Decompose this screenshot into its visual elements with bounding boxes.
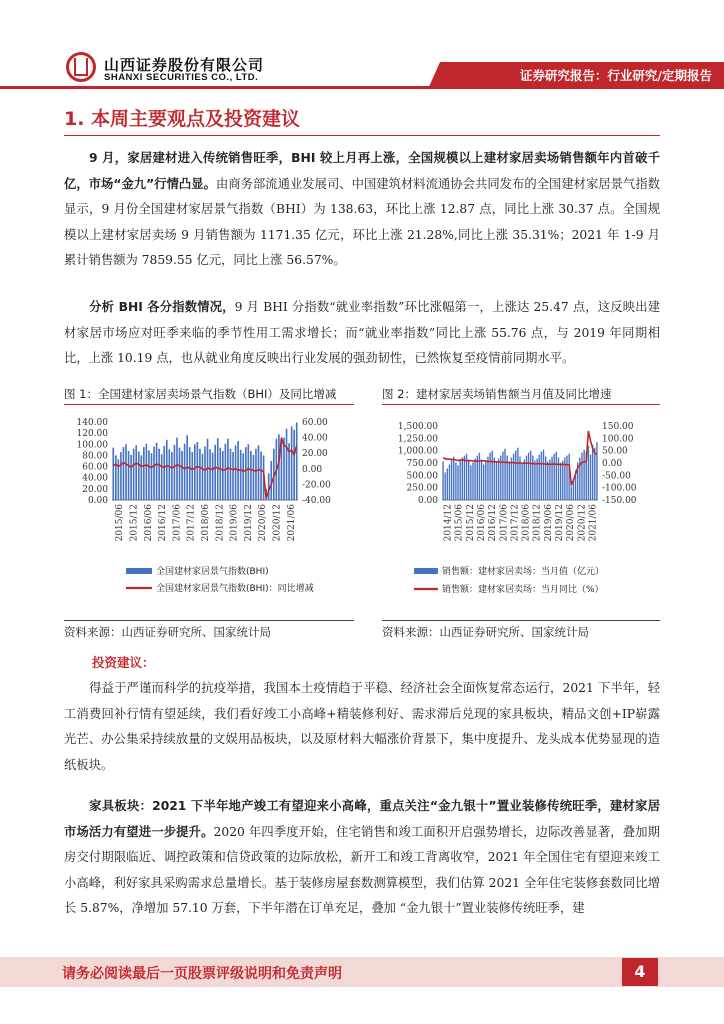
c2-bar [521,463,522,500]
c2-bar [470,465,471,500]
c1-bar [143,447,145,500]
c1-bar [227,439,229,500]
figure1-title-rule [64,404,354,405]
c2-bar [526,456,527,500]
c1-bar [248,444,250,500]
figure1-title: 图 1：全国建材家居卖场景气指数（BHI）及同比增减 [64,387,337,401]
c1-bar [253,455,255,500]
c2-x-tick-label: 2018/06 [521,504,532,542]
paragraph-furniture-body: 2020 年四季度开始，住宅销售和竣工面积开启强势增长，边际改善显著，叠加期房交付期限临近、调控政策和信贷政策的边际放松，新开工和竣工背离收窄，2021 年全国住宅有望迎来竣工小高峰，利好家具采购需求总量增长。基于装修房屋套数测算模型，我们估算 2021 全年住宅装修套数同比增长 5.87%，净增加 57.10 万套，下半年潜在订单充足，叠加 “金九银十”置业装修传统旺季，建 [64,824,660,915]
c2-right-tick-label: -150.00 [602,496,637,506]
c1-x-tick-label: 2016/12 [158,504,169,542]
c2-bar [485,461,486,500]
c2-bar [459,461,460,500]
chart2-sales [382,408,662,618]
c2-bar [453,457,454,500]
c1-right-tick-label: 40.00 [302,433,328,444]
figure2-title: 图 2：建材家居卖场销售额当月值及同比增速 [382,387,612,401]
c1-bar [222,451,224,500]
c2-bar [494,458,495,500]
c2-left-tick-label: 0.00 [417,496,438,506]
c2-bar [536,459,537,500]
c1-x-tick-label: 2018/12 [215,504,226,542]
paragraph-subindex-body: 9 月 BHI 分指数“就业率指数”环比涨幅第一，上涨达 25.47 点，这反映出建材家居市场应对旺季来临的季节性用工需求增长；而“就业率指数”同比上涨 55.76 点，与 2019 年同期相比，上涨 10.19 点，也从就业角度反映出行业发展的强劲韧性，已然恢复至疫情前同期水平。 [64,300,660,365]
c2-x-tick-label: 2015/06 [454,504,465,542]
c1-bar [174,445,176,500]
company-name-en: SHANXI SECURITIES CO., LTD. [104,72,259,83]
c2-x-tick-label: 2020/12 [577,504,588,542]
c2-x-tick-label: 2016/12 [488,504,499,542]
c1-x-tick-label: 2016/06 [143,504,154,542]
c1-bar [135,445,137,500]
c2-bar [583,450,584,500]
c1-left-tick-label: 100.00 [76,440,108,451]
c2-bar [442,462,443,500]
c2-x-tick-label: 2020/06 [566,504,577,542]
c1-x-tick-label: 2018/06 [201,504,211,542]
c1-bar [235,445,237,500]
c2-bar [479,453,480,500]
paragraph-subindex-lead: 分析 BHI 各分指数情况， [89,300,235,314]
c1-left-tick-label: 120.00 [76,429,108,440]
c2-bar [556,452,557,500]
c1-bar [140,455,142,500]
c2-bar [515,451,516,500]
c1-bar [258,445,260,500]
footer-disclaimer: 请务必阅读最后一页股票评级说明和免责声明 [62,966,342,982]
c1-x-tick-label: 2019/06 [229,504,240,542]
c1-bar [225,444,227,500]
c1-left-tick-label: 0.00 [87,496,108,506]
c2-bar [530,451,531,500]
c1-x-tick-label: 2017/06 [172,504,183,542]
c2-left-tick-label: 1,250.00 [397,434,438,445]
c1-bar [245,447,247,500]
c2-bar [464,456,465,500]
c2-x-tick-label: 2019/06 [543,504,554,542]
c1-bar [148,450,150,500]
chart1-legend-bar-swatch [126,568,152,574]
c1-bar [242,453,244,500]
c2-bar [449,464,450,500]
c1-right-tick-label: 0.00 [302,464,323,475]
c2-x-tick-label: 2018/12 [532,504,543,542]
chart1-legend-bar-label: 全国建材家居景气指数(BHI) [156,567,269,577]
paragraph-investment-advice-body: 得益于严谨而科学的抗疫举措，我国本土疫情趋于平稳、经济社会全面恢复常态运行，2021 下半年，轻工消费回补行情有望延续，我们看好竣工小高峰+精装修利好、需求滞后兑现的家具板块，精品文创+IP崭露光芒、办公集采持续放量的文娱用品板块，以及原材料大幅涨价背景下，集中度提升、龙头成本优势显现的造纸板块。 [64,681,660,772]
paragraph-subindex-analysis [64,295,660,372]
c1-bar [291,426,293,500]
figure2-bottom-rule [382,620,660,621]
chart2-legend-bar-label: 销售额：建材家居卖场：当月值（亿元） [442,567,605,577]
section-title-underline [64,135,660,136]
c1-bar [232,452,234,500]
chart1-bhi [64,408,356,618]
c1-bar [115,455,117,500]
c1-bar [202,454,204,500]
c1-bar [153,447,155,500]
c2-bar [568,454,569,500]
c1-x-tick-label: 2020/12 [272,504,283,542]
c2-bar [513,454,514,500]
c2-bar [534,461,535,500]
paragraph-investment-advice [64,676,660,778]
c1-bar [240,450,242,500]
c2-left-tick-label: 500.00 [406,471,438,482]
c2-bar [492,451,493,500]
c1-left-tick-label: 40.00 [82,473,108,484]
paragraph-bhi-summary-lead: 9 月，家居建材进入传统销售旺季，BHI 较上月再上涨，全国规模以上建材家居卖场销售额年内首破千亿，市场“金九”行情凸显。 [64,151,660,191]
c1-bar [283,438,285,500]
c1-right-tick-label: 20.00 [302,449,328,460]
c1-bar [171,452,173,500]
c2-bar [581,453,582,500]
c2-right-tick-label: 0.00 [602,459,623,469]
c1-bar [133,449,135,500]
c1-left-tick-label: 80.00 [82,451,108,462]
c1-bar [255,449,257,500]
c1-x-tick-label: 2015/06 [115,504,126,542]
c1-bar [296,423,298,500]
figure2-title-rule [382,404,660,405]
c1-bar [212,453,214,500]
c2-bar [532,456,533,500]
c1-bar [138,452,140,500]
c2-bar [462,458,463,500]
c1-bar [158,449,160,500]
chart2-bars [442,442,597,500]
c2-bar [504,449,505,500]
c2-x-tick-label: 2016/06 [477,504,487,542]
c2-bar [509,462,510,500]
c2-left-tick-label: 1,000.00 [397,446,438,457]
c2-bar [496,463,497,500]
c2-bar [566,456,567,500]
c1-bar [268,473,270,500]
c2-right-tick-label: -100.00 [602,483,637,494]
c2-bar [455,463,456,500]
c2-bar [549,460,550,500]
c2-bar [571,487,572,500]
chart2-left-ticks [398,422,438,506]
c2-bar [487,457,488,500]
c2-bar [594,448,595,500]
c1-bar [169,449,171,500]
c2-right-tick-label: -50.00 [602,471,631,482]
c1-bar [260,452,262,500]
investment-advice-heading: 投资建议： [92,655,155,670]
c1-bar [120,452,122,500]
c2-bar [477,456,478,500]
c1-bar [199,449,201,500]
chart1-legend-line-label: 全国建材家居景气指数(BHI)：同比增减 [156,584,314,594]
c1-bar [163,446,165,500]
c1-x-tick-label: 2017/12 [186,504,197,542]
c2-x-tick-label: 2015/12 [465,504,476,542]
c1-bar [219,448,221,500]
c1-left-tick-label: 60.00 [82,462,108,473]
c2-bar [474,459,475,500]
chart2-x-ticks [444,504,599,542]
c1-x-tick-label: 2021/06 [286,504,297,542]
c2-bar [502,452,503,500]
c1-bar [189,447,191,500]
chart2-legend-line-label: 销售额：建材家居卖场：当月同比（%） [442,585,604,595]
c1-right-tick-label: 60.00 [302,418,328,428]
c1-bar [161,454,163,500]
c2-bar [498,459,499,500]
c2-bar [560,463,561,500]
c1-bar [112,448,114,500]
c1-bar [214,445,216,500]
c2-bar [511,458,512,500]
c1-bar [250,451,252,500]
paragraph-furniture-lead: 家具板块：2021 下半年地产竣工有望迎来小高峰，重点关注“金九银十”置业装修传统旺季，建材家居市场活力有望进一步提升。 [64,799,660,839]
chart2-legend-bar-swatch [414,568,438,574]
c2-bar [528,453,529,500]
chart1-right-ticks [302,418,331,506]
c2-right-tick-label: 100.00 [602,434,634,445]
c1-x-tick-label: 2020/06 [258,504,269,542]
c2-bar [562,461,563,500]
c2-bar [592,445,593,500]
c1-bar [130,455,132,500]
c2-right-tick-label: 150.00 [602,422,634,432]
section-title: 1. 本周主要观点及投资建议 [64,108,301,130]
c1-bar [184,444,186,500]
c1-bar [166,440,168,500]
c2-bar [543,450,544,500]
c1-left-tick-label: 20.00 [82,484,108,495]
c1-bar [191,452,193,500]
company-logo-mark-icon [74,58,88,76]
c2-bar [554,454,555,500]
c1-bar [209,449,211,500]
c2-x-tick-label: 2014/12 [443,504,454,542]
c2-x-tick-label: 2017/06 [499,504,510,542]
c1-bar [128,451,130,500]
c2-bar [468,460,469,500]
c1-right-tick-label: -40.00 [302,496,331,506]
header-divider [0,86,724,89]
c2-left-tick-label: 250.00 [406,483,438,494]
c1-bar [123,447,125,500]
c1-left-tick-label: 140.00 [76,418,108,428]
c1-bar [156,443,158,500]
c2-bar [590,455,591,500]
figure2-source: 资料来源：山西证券研究所、国家统计局 [382,625,589,639]
c2-bar [588,446,589,500]
c1-bar [293,430,295,500]
c2-bar [489,453,490,500]
figure1-bottom-rule [64,620,354,621]
c1-bar [278,434,280,500]
c1-bar [179,448,181,500]
c2-left-tick-label: 750.00 [406,459,438,469]
page-number: 4 [622,958,658,986]
chart1-x-ticks [115,504,297,542]
chart1-left-ticks [77,418,109,506]
c2-x-tick-label: 2019/12 [555,504,565,542]
c1-x-tick-label: 2019/12 [243,504,254,542]
c1-bar [146,444,148,500]
c2-bar [451,460,452,500]
c2-bar [483,464,484,500]
c1-bar [151,453,153,500]
c2-bar [524,460,525,500]
paragraph-furniture-sector [64,794,660,922]
c2-bar [551,457,552,500]
c2-bar [445,472,446,500]
c2-bar [472,463,473,500]
c1-bar [286,429,288,500]
c1-bar [230,449,232,500]
company-name-cn: 山西证券股份有限公司 [104,56,265,74]
c2-bar [545,457,546,500]
paragraph-bhi-summary-body: 由商务部流通业发展司、中国建筑材料流通协会共同发布的全国建材家居景气指数显示，9 月份全国建材家居景气指数（BHI）为 138.63，环比上涨 12.87 点，同比上涨 30.37 点。全国规模以上建材家居卖场 9 月销售额为 1171.35 亿元，环比上涨 21.28%,同比上涨 35.31%；2021 年 1-9 月累计销售额为 7859.55 亿元，同比上涨 56.57%。 [64,176,660,267]
c2-left-tick-label: 1,500.00 [397,422,438,432]
c2-bar [517,448,518,500]
chart2-right-ticks [602,422,637,506]
c2-bar [547,462,548,500]
c2-bar [539,455,540,500]
c1-right-tick-label: -20.00 [302,480,331,491]
c1-bar [125,444,127,500]
c2-right-tick-label: 50.00 [602,446,628,457]
figure1-source: 资料来源：山西证券研究所、国家统计局 [64,625,271,639]
c2-bar [447,468,448,500]
c1-x-tick-label: 2015/12 [129,504,140,542]
c2-bar [457,465,458,500]
c1-bar [204,447,206,500]
c1-bar [217,438,219,500]
c2-bar [541,452,542,500]
c2-x-tick-label: 2017/12 [510,504,521,542]
c2-bar [596,442,597,500]
report-type-label: 证券研究报告：行业研究/定期报告 [519,68,712,83]
paragraph-bhi-summary [64,146,660,274]
c2-bar [481,460,482,500]
c2-x-tick-label: 2021/06 [588,504,599,542]
c1-bar [176,438,178,500]
c1-bar [197,442,199,500]
c1-bar [181,451,183,500]
c1-bar [194,444,196,500]
